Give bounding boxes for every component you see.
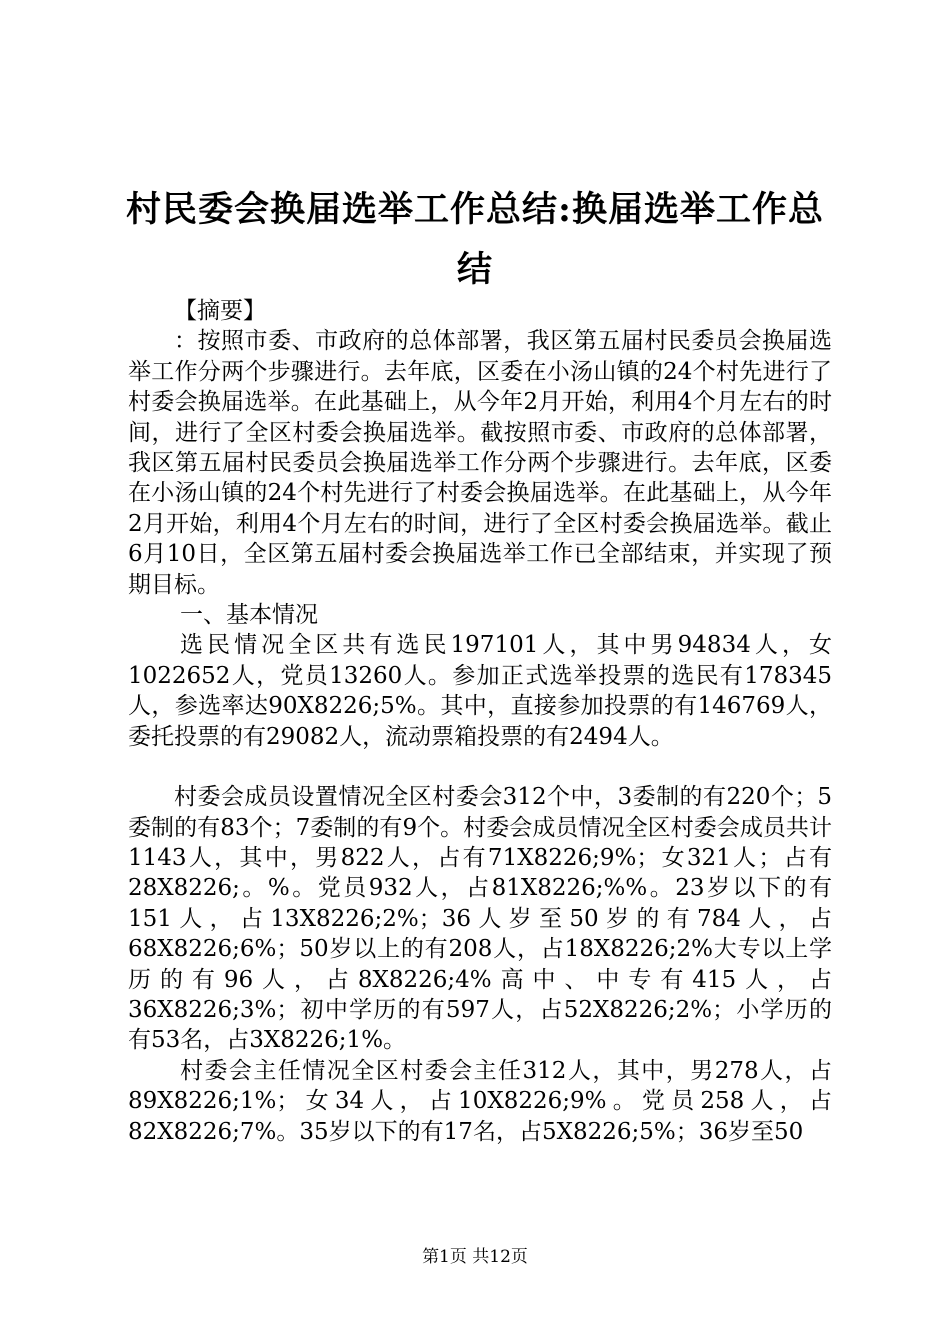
committee-director-paragraph: 村委会主任情况全区村委会主任312人，其中，男278人，占89X8226;1%；女34人，占10X8226;9%。党员258人，占82X8226;7%。35岁以下的有17名，占5X8226;5%；36岁至50 bbox=[128, 1057, 832, 1145]
title-line-2: 结 bbox=[456, 249, 493, 290]
page-footer: 第1页 共12页 bbox=[422, 1247, 528, 1267]
voter-paragraph: 选民情况全区共有选民197101人，其中男94834人，女1022652人，党员13260人。参加正式选举投票的选民有178345人，参选率达90X8226;5%。其中，直接参加投票的有146769人，委托投票的有29082人，流动票箱投票的有2494人。 bbox=[128, 632, 832, 750]
section-heading-basic: 一、基本情况 bbox=[180, 602, 318, 629]
title-line-1: 村民委会换届选举工作总结:换届选举工作总 bbox=[126, 189, 824, 230]
committee-members-paragraph: 村委会成员设置情况全区村委会312个中，3委制的有220个；5委制的有83个；7委制的有9个。村委会成员情况全区村委会成员共计1143人，其中，男822人，占有71X8226;9%；女321人；占有28X8226;。%。党员932人，占81X8226;%%。23岁以下的有151人，占13X8226;2%；36人岁至50岁的有784人，占68X8226;6%；50岁以上的有208人，占18X8226;2%大专以上学历的有96人，占8X8226;4%高中、中专有415人，占36X8226;3%；初中学历的有597人，占52X8226;2%；小学历的有53名，占3X8226;1%。 bbox=[128, 784, 832, 1054]
paragraph-spacer bbox=[128, 752, 832, 782]
abstract-paragraph: ：按照市委、市政府的总体部署，我区第五届村民委员会换届选举工作分两个步骤进行。去年底，区委在小汤山镇的24个村先进行了村委会换届选举。在此基础上，从今年2月开始，利用4个月左右的时间，进行了全区村委会换届选举。截按照市委、市政府的总体部署，我区第五届村民委员会换届选举工作分两个步骤进行。去年底，区委在小汤山镇的24个村先进行了村委会换届选举。在此基础上，从今年2月开始，利用4个月左右的时间，进行了全区村委会换届选举。截止6月10日，全区第五届村委会换届选举工作已全部结束，并实现了预期目标。 bbox=[128, 328, 832, 598]
document-title bbox=[120, 180, 830, 300]
abstract-label: 【摘要】 bbox=[174, 298, 266, 324]
document-body bbox=[128, 296, 832, 1147]
